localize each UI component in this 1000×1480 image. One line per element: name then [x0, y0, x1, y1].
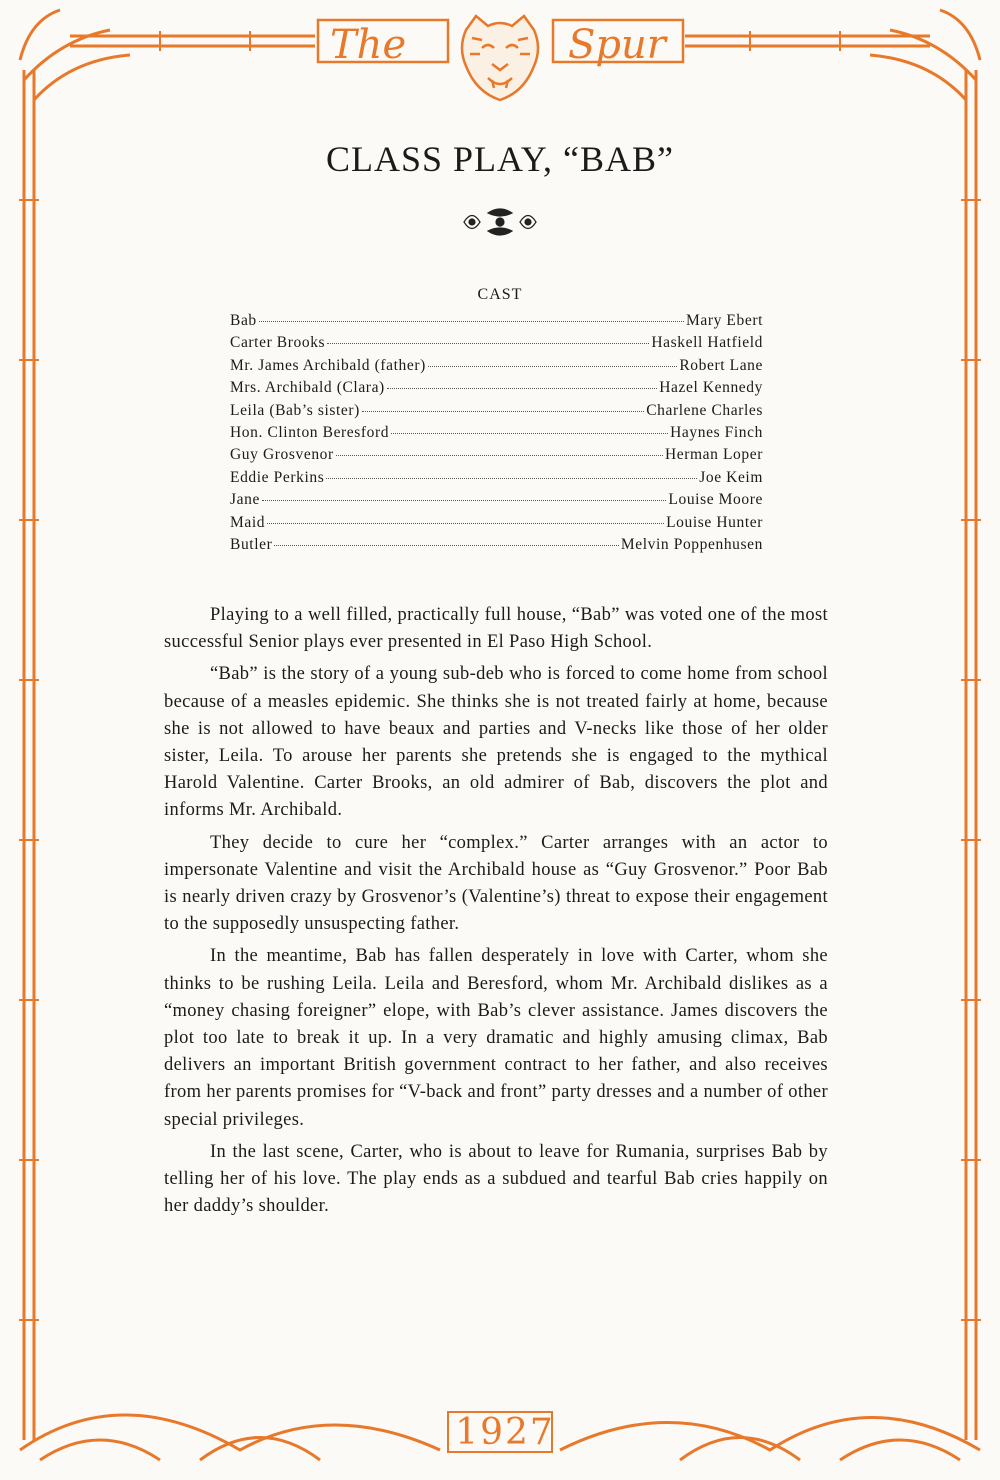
paragraph: “Bab” is the story of a young sub-deb who is forced to come home from school because of a measles epidemic. She thinks she is not treated fairly at home, because she is not allowed to have beaux and parties and V-necks like those of her older sister, Leila. To arouse her parents she pretends she is engaged to the mythical Harold Valentine. Carter Brooks, an old admirer of Bab, discovers the plot and informs Mr. Archibald.	[164, 664, 828, 821]
cast-actor: Mary Ebert	[685, 312, 763, 329]
paragraph: In the meantime, Bab has fallen desperately in love with Carter, whom she thinks to be rushing Leila. Leila and Beresford, whom Mr. Archibald dislikes as a “money chasing foreigner” elope, with Bab’s clever assistance. James discovers the plot too late to break it up. In a very dramatic and highly amusing climax, Bab delivers an important British government contract to her father, and also receives from her parents promises for “V-back and front” party dresses and a number of other special privileges.	[164, 946, 828, 1130]
tiger-head-icon	[452, 8, 548, 104]
cast-row	[230, 514, 763, 536]
cast-row	[230, 536, 763, 558]
article-body	[164, 602, 828, 1225]
banner-spur: Spur	[568, 22, 666, 68]
cast-role: Hon. Clinton Beresford	[230, 423, 390, 441]
dot-leader	[326, 478, 697, 479]
cast-actor: Robert Lane	[679, 356, 763, 374]
dot-leader	[259, 321, 684, 322]
paragraph: Playing to a well filled, practically full house, “Bab” was voted one of the most successful Senior plays ever presented in El Paso High School.	[164, 605, 828, 653]
paragraph: They decide to cure her “complex.” Carter arranges with an actor to impersonate Valentine and visit the Archibald house as “Guy Grosvenor.” Poor Bab is nearly driven crazy by Grosvenor’s (Valentine’s) threat to expose their engagement to the supposedly unsuspecting father.	[164, 832, 828, 935]
dot-leader	[336, 455, 663, 456]
cast-role: Jane	[230, 491, 260, 509]
cast-role: Mr. James Archibald (father)	[230, 356, 426, 374]
cast-role: Carter Brooks	[230, 334, 326, 352]
dot-leader	[428, 366, 678, 367]
cast-row	[230, 491, 763, 513]
cast-row	[230, 334, 763, 356]
cast-actor: Charlene Charles	[646, 401, 763, 419]
cast-role: Guy Grosvenor	[230, 446, 334, 464]
dot-leader	[362, 411, 644, 412]
dot-leader	[262, 500, 666, 501]
cast-row	[230, 469, 763, 491]
cast-row	[230, 446, 763, 468]
cast-actor: Haskell Hatfield	[651, 334, 763, 352]
dot-leader	[391, 433, 668, 434]
banner-the: The	[330, 22, 407, 68]
footer-year: 1927	[455, 1412, 555, 1453]
dot-leader	[387, 388, 657, 389]
cast-role: Eddie Perkins	[230, 468, 325, 486]
cast-actor: Louise Moore	[668, 491, 763, 509]
cast-role: Leila (Bab’s sister)	[230, 401, 360, 419]
cast-row	[230, 357, 763, 379]
page-title: CLASS PLAY, “BAB”	[325, 139, 675, 179]
cast-row	[230, 312, 763, 334]
cast-actor: Joe Keim	[699, 468, 763, 486]
cast-actor: Haynes Finch	[670, 423, 763, 441]
paragraph: In the last scene, Carter, who is about to leave for Rumania, surprises Bab by telling her of his love. The play ends as a subdued and tearful Bab cries happily on her daddy’s shoulder.	[164, 1141, 828, 1217]
cast-row	[230, 424, 763, 446]
floral-ornament-icon	[458, 205, 542, 239]
cast-list	[230, 312, 763, 558]
cast-role: Butler	[230, 535, 273, 553]
cast-actor: Melvin Poppenhusen	[620, 535, 763, 553]
dot-leader	[274, 545, 619, 546]
cast-actor: Hazel Kennedy	[659, 379, 763, 397]
cast-heading: CAST	[477, 286, 523, 303]
dot-leader	[267, 523, 664, 524]
cast-actor: Herman Loper	[664, 446, 763, 464]
cast-row	[230, 379, 763, 401]
cast-role: Bab	[230, 312, 257, 329]
dot-leader	[327, 343, 649, 344]
cast-role: Maid	[230, 513, 266, 531]
cast-row	[230, 402, 763, 424]
cast-role: Mrs. Archibald (Clara)	[230, 379, 385, 397]
cast-actor: Louise Hunter	[666, 513, 763, 531]
